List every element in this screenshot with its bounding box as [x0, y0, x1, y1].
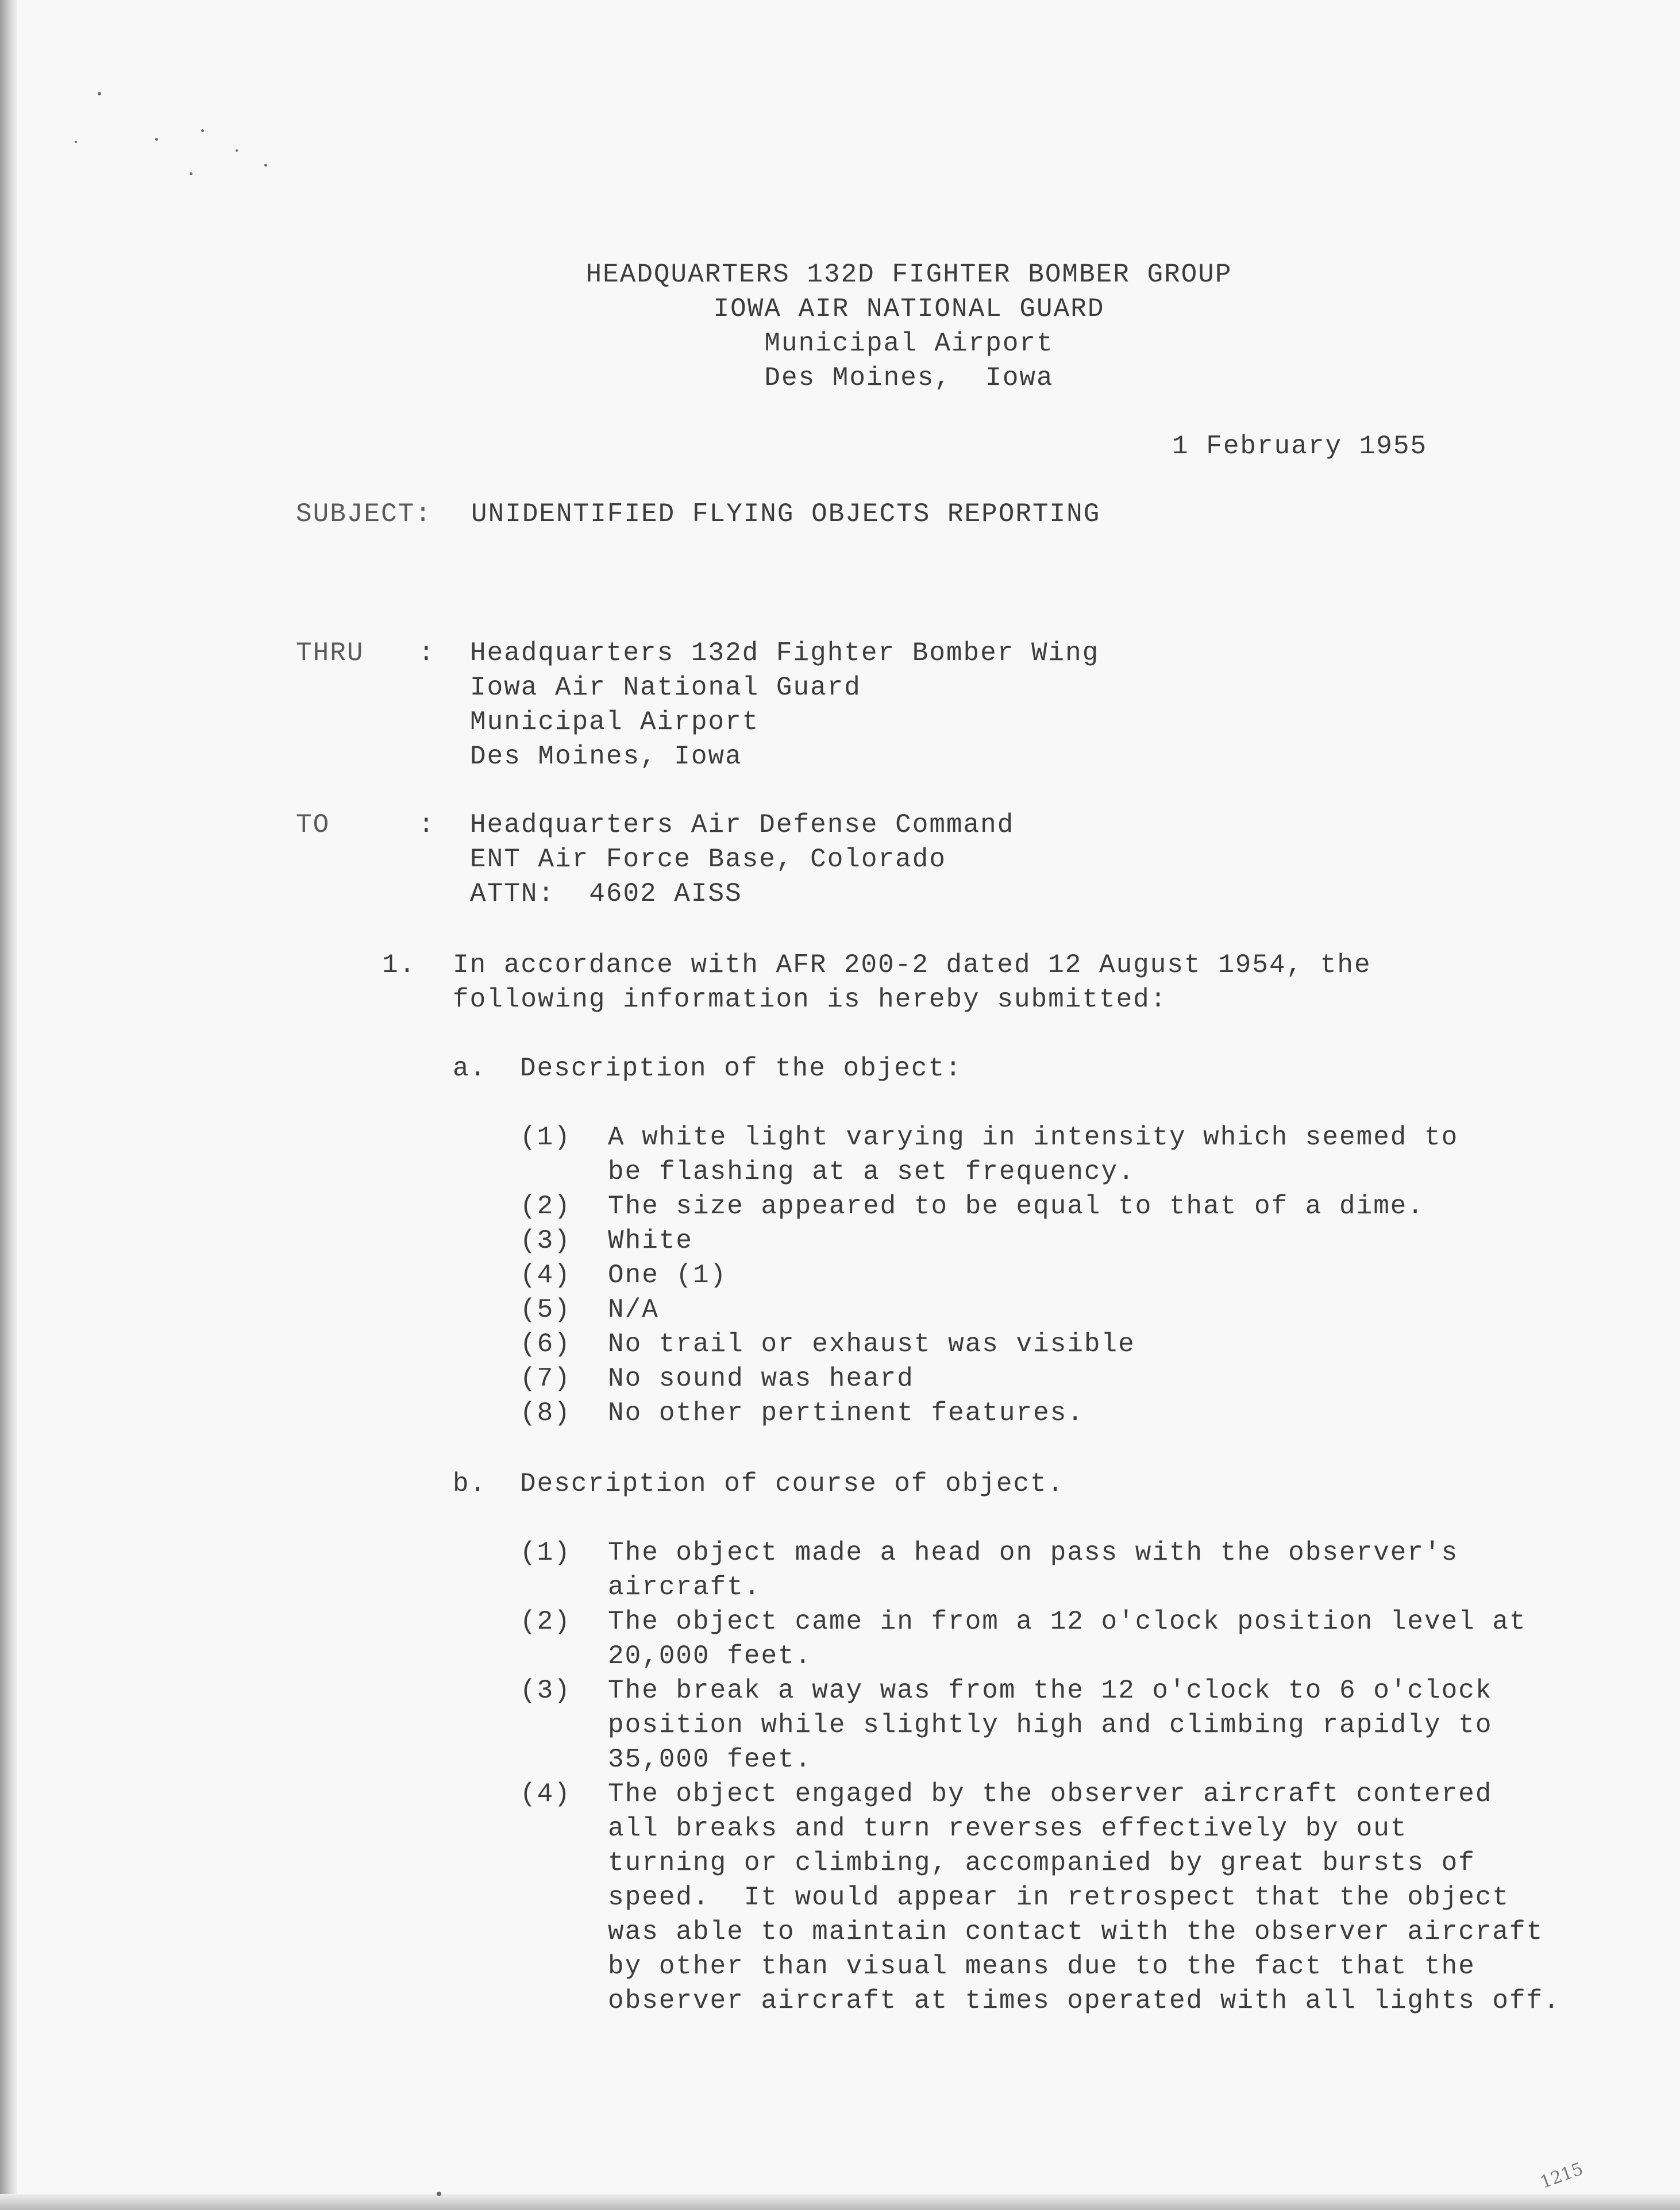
b-item-text: 35,000 feet. — [608, 1745, 812, 1775]
a-item-text: be flashing at a set frequency. — [608, 1157, 1135, 1187]
b-item-text: aircraft. — [608, 1572, 761, 1602]
thru-colon: : — [418, 638, 436, 668]
a-item-num: (2) — [520, 1191, 571, 1221]
b-item-text: turning or climbing, accompanied by great bursts of — [608, 1848, 1475, 1878]
scan-speck — [190, 172, 192, 175]
a-item-text: One (1) — [608, 1260, 727, 1290]
a-item-text: N/A — [608, 1295, 659, 1325]
to-colon: : — [418, 810, 436, 840]
thru-line: Iowa Air National Guard — [470, 673, 861, 703]
b-item-text: position while slightly high and climbing rapidly to — [608, 1710, 1493, 1740]
a-item-num: (8) — [520, 1398, 571, 1428]
a-item-text: No trail or exhaust was visible — [608, 1329, 1135, 1359]
letterhead-line-1: HEADQUARTERS 132D FIGHTER BOMBER GROUP — [585, 260, 1232, 290]
b-item-text: speed. It would appear in retrospect that the object — [608, 1883, 1510, 1912]
b-item-text: was able to maintain contact with the observer aircraft — [608, 1917, 1544, 1947]
to-line: ENT Air Force Base, Colorado — [470, 844, 946, 874]
a-item-text: A white light varying in intensity which seemed to — [608, 1123, 1459, 1152]
to-line: ATTN: 4602 AISS — [470, 879, 742, 909]
subject-label: SUBJECT: — [296, 499, 432, 529]
thru-line: Headquarters 132d Fighter Bomber Wing — [470, 638, 1100, 668]
para-1-line: In accordance with AFR 200-2 dated 12 August 1954, the — [453, 950, 1371, 980]
a-item-num: (1) — [520, 1123, 571, 1152]
thru-line: Municipal Airport — [470, 707, 760, 737]
scan-speck — [75, 141, 77, 143]
section-a-letter: a. — [453, 1054, 487, 1083]
thru-line: Des Moines, Iowa — [470, 742, 742, 772]
a-item-num: (3) — [520, 1226, 571, 1256]
a-item-text: No sound was heard — [608, 1364, 914, 1394]
margin-note: 1215 — [1538, 2158, 1586, 2193]
scan-speck — [155, 138, 158, 141]
section-b-heading: Description of course of object. — [520, 1469, 1065, 1499]
scan-left-edge — [0, 0, 17, 2210]
a-item-text: White — [608, 1226, 693, 1256]
para-1-number: 1. — [382, 950, 417, 980]
letterhead-line-4: Des Moines, Iowa — [764, 363, 1054, 393]
b-item-text: 20,000 feet. — [608, 1641, 812, 1671]
letterhead-line-3: Municipal Airport — [764, 329, 1054, 358]
a-item-text: No other pertinent features. — [608, 1398, 1084, 1428]
b-item-text: The break a way was from the 12 o'clock to 6 o'clock — [608, 1676, 1493, 1706]
to-label: TO — [296, 810, 330, 840]
a-item-text: The size appeared to be equal to that of a dime. — [608, 1191, 1425, 1221]
b-item-num: (3) — [520, 1676, 571, 1706]
section-a-heading: Description of the object: — [520, 1054, 962, 1083]
scan-speck — [264, 164, 267, 167]
b-item-text: The object made a head on pass with the observer's — [608, 1538, 1459, 1568]
b-item-text: The object engaged by the observer aircraft contered — [608, 1779, 1493, 1809]
b-item-text: all breaks and turn reverses effectively by out — [608, 1814, 1408, 1843]
b-item-text: The object came in from a 12 o'clock position level at — [608, 1607, 1527, 1637]
scan-speck — [437, 2192, 441, 2196]
b-item-num: (4) — [520, 1779, 571, 1809]
a-item-num: (5) — [520, 1295, 571, 1325]
b-item-text: by other than visual means due to the fact that the — [608, 1951, 1475, 1981]
section-b-letter: b. — [453, 1469, 487, 1499]
scan-speck — [98, 92, 101, 95]
para-1-line: following information is hereby submitted: — [453, 985, 1167, 1015]
letterhead-line-2: IOWA AIR NATIONAL GUARD — [713, 294, 1105, 324]
b-item-text: observer aircraft at times operated with all lights off. — [608, 1986, 1560, 2016]
a-item-num: (6) — [520, 1329, 571, 1359]
document-date: 1 February 1955 — [1172, 431, 1428, 461]
b-item-num: (1) — [520, 1538, 571, 1568]
b-item-num: (2) — [520, 1607, 571, 1637]
scan-speck — [201, 129, 204, 132]
a-item-num: (7) — [520, 1364, 571, 1394]
thru-label: THRU — [296, 638, 364, 668]
scan-speck — [236, 149, 238, 152]
scan-bottom-edge — [0, 2194, 1680, 2210]
a-item-num: (4) — [520, 1260, 571, 1290]
subject-text: UNIDENTIFIED FLYING OBJECTS REPORTING — [471, 499, 1101, 529]
to-line: Headquarters Air Defense Command — [470, 810, 1015, 840]
